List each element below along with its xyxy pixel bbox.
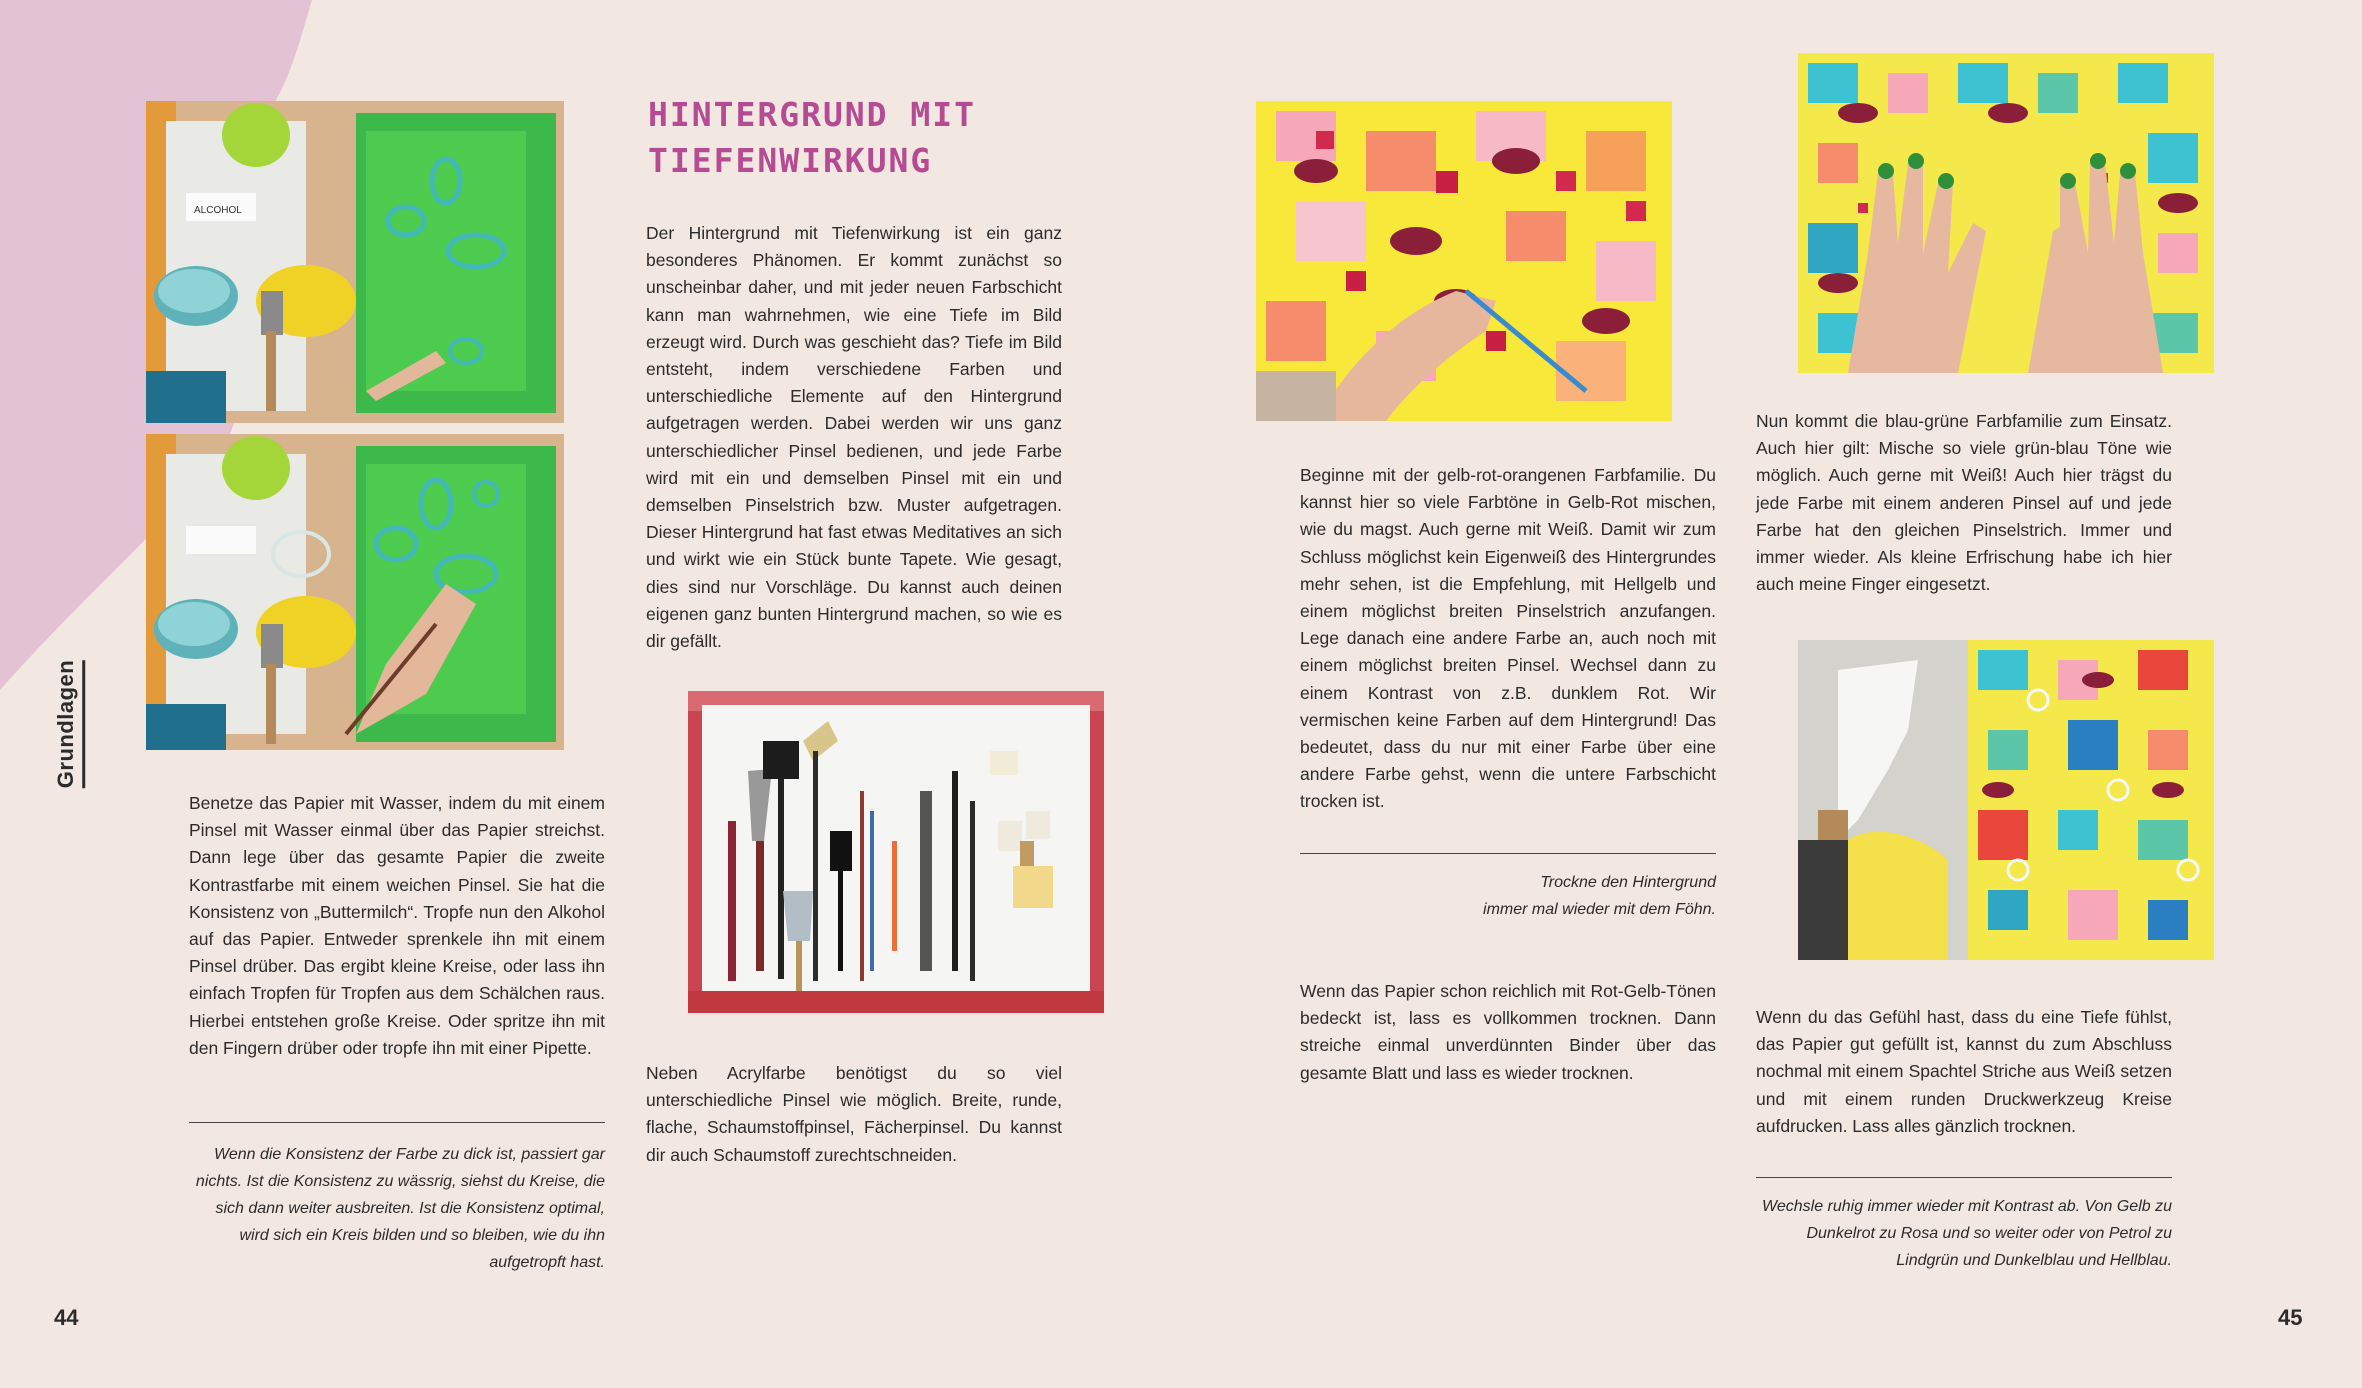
middle-tip-line-1: Trockne den Hintergrund (1540, 874, 1716, 891)
photo-hands-painting (1798, 53, 2214, 373)
section-label (52, 658, 86, 790)
brush-text: Neben Acrylfarbe benötigst du so viel unterschiedliche Pinsel wie möglich. Breite, runde, flache, Schaumstoffpinsel, Fächerpinsel. Du kannst dir auch Schaumstoff zurechtschneiden. (646, 1063, 1062, 1165)
right-divider (1756, 1177, 2172, 1178)
intro-text: Der Hintergrund mit Tiefenwirkung ist ein ganz besonderes Phänomen. Er kommt zunächst so unscheinbar daher, und mit jeder neuen Farbschicht kann man wahrnehmen, wie eine Tiefe im Bild erzeugt wird. Durch was geschieht das? Tiefe im Bild entsteht, indem verschiedene Farben und unterschiedliche Elemente auf den Hintergrund aufgetragen werden. Dabei werden wir uns ganz unterschiedlicher Pinsel bedienen, und jede Farbe wird mit ein und demselben Pinsel mit ein und demselben Pinselstrich bzw. Muster aufgetragen. Dieser Hintergrund hat fast etwas Meditatives an sich und wirkt wie ein Stück bunte Tapete. Wie gesagt, dies sind nur Vorschläge. Du kannst auch deinen eigenen ganz bunten Hintergrund machen, so wie es dir gefällt. (646, 223, 1062, 652)
left-divider (189, 1122, 605, 1123)
left-tip-note: Wenn die Konsistenz der Farbe zu dick ist, passiert gar nichts. Ist die Konsistenz zu wässrig, siehst du Kreise, die sich dann weiter ausbreiten. Ist die Konsistenz optimal, wird sich ein Kreis bilden und so bleiben, wie du ihn aufgetropft hast. (195, 1146, 605, 1271)
page-number-right: 45 (2278, 1305, 2303, 1330)
photo-alcohol-drops-1 (146, 101, 564, 423)
middle-divider (1300, 853, 1716, 854)
right-tip-note: Wechsle ruhig immer wieder mit Kontrast ab. Von Gelb zu Dunkelrot zu Rosa und so weiter oder von Petrol zu Lindgrün und Dunkelblau und Hellblau. (1762, 1198, 2172, 1269)
heading-line-1: HINTERGRUND MIT (648, 95, 977, 134)
right-body-text-2: Wenn du das Gefühl hast, dass du eine Tiefe fühlst, das Papier gut gefüllt ist, kannst du zum Abschluss nochmal mit einem Spachtel Striche aus Weiß setzen und mit einem runden Druckwerkzeug Kreise aufdrucken. Lass alles gänzlich trocknen. (1756, 1007, 2172, 1136)
heading-line-2: TIEFENWIRKUNG (648, 141, 933, 180)
right-body-text: Nun kommt die blau-grüne Farbfamilie zum Einsatz. Auch hier gilt: Mische so viele grün-blau Töne wie möglich. Auch gerne mit Weiß! Auch hier trägst du jede Farbe mit einem anderen Pinsel auf und jede Farbe hat den gleichen Pinselstrich. Immer und immer wieder. Als kleine Erfrischung habe ich hier auch meine Finger eingesetzt. (1756, 411, 2172, 595)
middle-body-text: Beginne mit der gelb-rot-orangenen Farbfamilie. Du kannst hier so viele Farbtöne in Gelb-Rot mischen, wie du magst. Auch gerne mit Weiß. Damit wir zum Schluss möglichst kein Eigenweiß des Hintergrundes mehr sehen, ist die Empfehlung, mit Hellgelb und einem möglichst breiten Pinselstrich anzufangen. Lege danach eine andere Farbe an, auch noch mit einem möglichst breiten Pinsel. Wechsel dann zu einem Kontrast von z.B. dunklem Rot. Wir vermischen keine Farben auf dem Hintergrund! Das bedeutet, dass du nur mit einer Farbe über eine andere Farbe gehst, wenn die untere Farbschicht trocken ist. (1300, 465, 1716, 812)
left-body-text: Benetze das Papier mit Wasser, indem du mit einem Pinsel mit Wasser einmal über das Papier streichst. Dann lege über das gesamte Papier die zweite Kontrastfarbe mit einem weichen Pinsel. Sie hat die Konsistenz von „Buttermilch“. Tropfe nun den Alkohol auf das Papier. Entweder sprenkele ihn mit einem Pinsel drüber. Das ergibt kleine Kreise, oder lass ihn einfach Tropfen für Tropfen aus dem Schälchen raus. Hierbei entstehen große Kreise. Oder spritze ihn mit den Fingern drüber oder tropfe ihn mit einer Pipette. (189, 793, 605, 1058)
middle-body-text-2: Wenn das Papier schon reichlich mit Rot-Gelb-Tönen bedeckt ist, lass es vollkommen trocknen. Dann streiche einmal unverdünnten Binder über das gesamte Blatt und lass es wieder trocknen. (1300, 981, 1716, 1083)
photo-label-text: ALCOHOL (194, 205, 242, 216)
photo-yellow-red-painting (1256, 101, 1672, 421)
photo-brushes (688, 691, 1104, 1013)
page-number-left: 44 (54, 1305, 79, 1330)
middle-tip-line-2: immer mal wieder mit dem Föhn. (1483, 901, 1716, 918)
middle-tip-note (1300, 869, 1716, 923)
section-label-text: Grundlagen (53, 660, 85, 788)
photo-spatula-circles (1798, 640, 2214, 960)
photo-alcohol-drops-2 (146, 434, 564, 750)
section-heading (648, 92, 1088, 184)
